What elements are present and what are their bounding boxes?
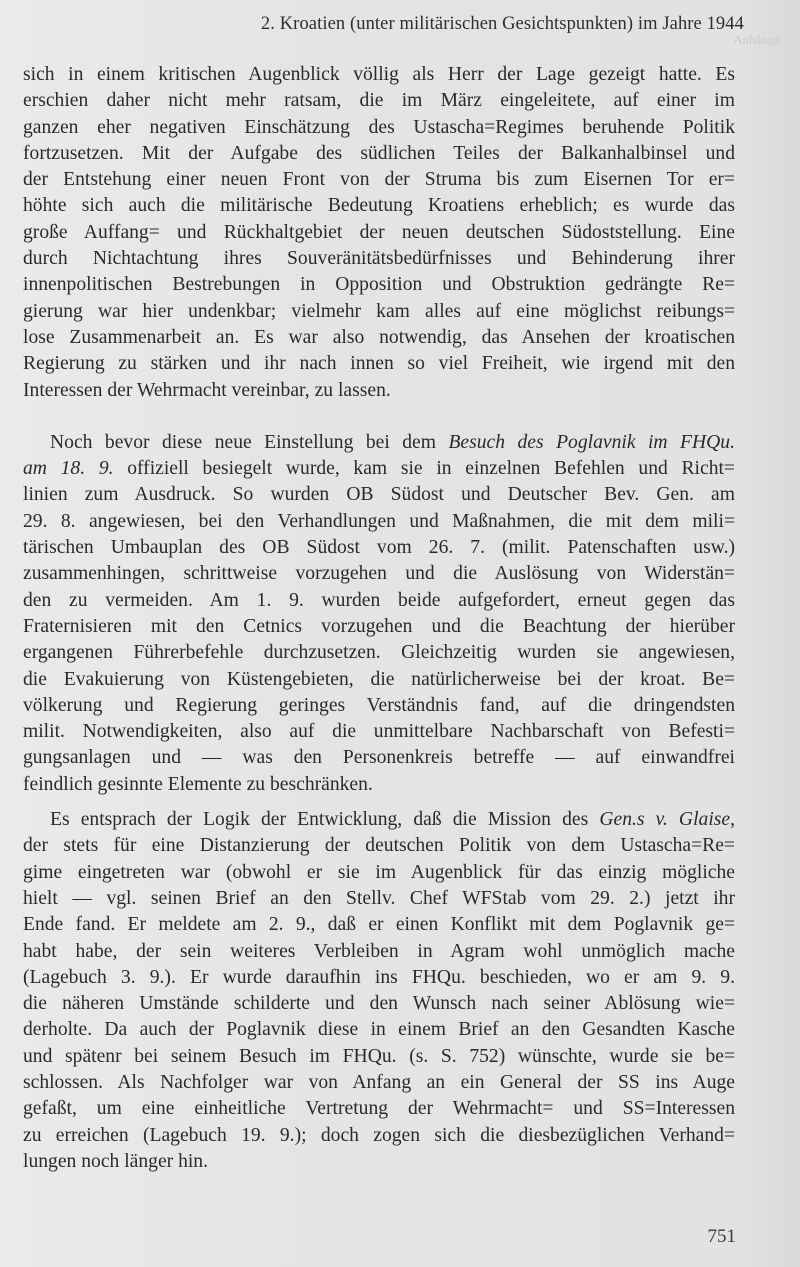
text-line: lungen noch länger hin. [23, 1150, 209, 1172]
text-line: gungsanlagen und — was den Personenkreis betreffe — auf einwandfrei [23, 747, 735, 769]
paragraph-spacer [23, 798, 735, 807]
text-line: zusammenhingen, schrittweise vorzugehen und die Auslösung von Widerstän= [23, 563, 735, 585]
text-line: feindlich gesinnte Elemente zu beschränken. [23, 773, 373, 795]
paragraph-3 [23, 807, 735, 1175]
text-line: zu erreichen (Lagebuch 19. 9.); doch zogen sich die diesbezüglichen Verhand= [23, 1124, 735, 1146]
paragraph-2 [23, 430, 735, 798]
text-line: ganzen eher negativen Einschätzung des Ustascha=Regimes beruhende Politik [23, 116, 735, 138]
italic-reference: Gen.s v. Glaise [599, 809, 731, 831]
text-line: der Entstehung einer neuen Front von der Struma bis zum Eisernen Tor er= [23, 169, 735, 191]
text-line: gefaßt, um eine einheitliche Vertretung der Wehrmacht= und SS=Interessen [23, 1098, 735, 1120]
text-line: (Lagebuch 3. 9.). Er wurde daraufhin ins FHQu. beschieden, wo er am 9. 9. [23, 966, 735, 988]
text-line: Ende fand. Er meldete am 2. 9., daß er einen Konflikt mit dem Poglavnik ge= [23, 914, 735, 936]
text-line: Interessen der Wehrmacht vereinbar, zu lassen. [23, 379, 391, 401]
text-line: innenpolitischen Bestrebungen in Opposition und Obstruktion gedrängte Re= [23, 274, 735, 296]
text-line: linien zum Ausdruck. So wurden OB Südost und Deutscher Bev. Gen. am [23, 484, 735, 506]
text-line: schlossen. Als Nachfolger war von Anfang an ein General der SS ins Auge [23, 1071, 735, 1093]
paragraph-spacer [23, 404, 735, 430]
text-line: völkerung und Regierung geringes Verständnis fand, auf die dringendsten [23, 694, 735, 716]
text-line [23, 807, 735, 833]
text-line: große Auffang= und Rückhaltgebiet der neuen deutschen Südoststellung. Eine [23, 221, 735, 243]
text-line: den zu vermeiden. Am 1. 9. wurden beide aufgefordert, erneut gegen das [23, 589, 735, 611]
text-line: gime eingetreten war (obwohl er sie im Augenblick für das einzig mögliche [23, 861, 735, 883]
text-line [23, 456, 735, 482]
text-line: lose Zusammenarbeit an. Es war also notwendig, das Ansehen der kroatischen [23, 326, 735, 348]
italic-reference: am 18. 9. [23, 458, 114, 480]
text-line: Regierung zu stärken und ihr nach innen so viel Freiheit, wie irgend mit den [23, 353, 735, 375]
text-line: die Evakuierung von Küstengebieten, die natürlicherweise bei der kroat. Be= [23, 668, 735, 690]
page-number: 751 [707, 1226, 736, 1247]
italic-reference: Besuch des Poglavnik im FHQu. [448, 431, 735, 453]
text-run: offiziell besiegelt wurde, kam sie in einzelnen Befehlen und Richt= [113, 458, 735, 480]
text-line: Fraternisieren mit den Cetnics vorzugehen und die Beachtung der hierüber [23, 615, 735, 637]
text-line: 29. 8. angewiesen, bei den Verhandlungen und Maßnahmen, die mit dem mili= [23, 510, 735, 532]
text-run: Es entsprach der Logik der Entwicklung, daß die Mission des [50, 809, 600, 831]
body-text [23, 62, 735, 1175]
text-run: , [730, 809, 735, 831]
text-line: fortzusetzen. Mit der Aufgabe des südlichen Teiles der Balkanhalbinsel und [23, 142, 735, 164]
bleed-through-text: Anhänge [733, 32, 780, 47]
text-line: erschien daher nicht mehr ratsam, die im März eingeleitete, auf einer im [23, 90, 735, 112]
text-line: gierung war hier undenkbar; vielmehr kam alles auf eine möglichst reibungs= [23, 300, 735, 322]
paragraph-1 [23, 62, 735, 404]
text-line: hielt — vgl. seinen Brief an den Stellv. Chef WFStab vom 29. 2.) jetzt ihr [23, 887, 735, 909]
text-line [23, 430, 735, 456]
text-line: der stets für eine Distanzierung der deutschen Politik von dem Ustascha=Re= [23, 835, 735, 857]
text-line: die näheren Umstände schilderte und den Wunsch nach seiner Ablösung wie= [23, 993, 735, 1015]
running-header: 2. Kroatien (unter militärischen Gesichtspunkten) im Jahre 1944 [260, 14, 744, 34]
text-line: ergangenen Führerbefehle durchzusetzen. Gleichzeitig wurden sie angewiesen, [23, 642, 735, 664]
text-line: derholte. Da auch der Poglavnik diese in einem Brief an den Gesandten Kasche [23, 1019, 735, 1041]
text-run: Noch bevor diese neue Einstellung bei dem [50, 431, 449, 453]
text-line: habt habe, der sein weiteres Verbleiben in Agram wohl unmöglich mache [23, 940, 735, 962]
text-line: sich in einem kritischen Augenblick völlig als Herr der Lage gezeigt hatte. Es [23, 64, 735, 85]
text-line: durch Nichtachtung ihres Souveränitätsbedürfnisses und Behinderung ihrer [23, 248, 735, 270]
text-line: und spätenr bei seinem Besuch im FHQu. (s. S. 752) wünschte, wurde sie be= [23, 1045, 735, 1067]
text-line: tärischen Umbauplan des OB Südost vom 26. 7. (milit. Patenschaften usw.) [23, 537, 735, 559]
text-line: höhte sich auch die militärische Bedeutung Kroatiens erheblich; es wurde das [23, 195, 735, 217]
text-line: milit. Notwendigkeiten, also auf die unmittelbare Nachbarschaft von Befesti= [23, 721, 735, 743]
